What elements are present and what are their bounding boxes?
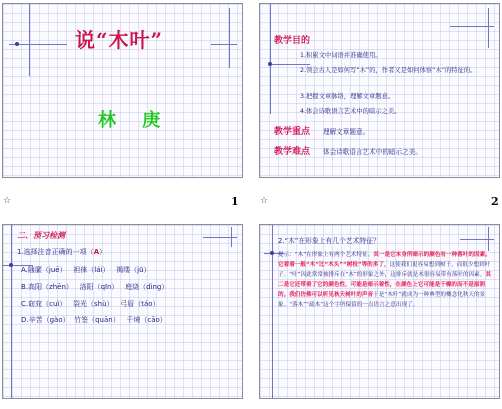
slide-2-number: 2 — [491, 195, 499, 208]
option-part: 褐缕（jū） — [116, 266, 151, 274]
decor-hline-right — [211, 44, 237, 45]
section-heading: 二、预习检测 — [17, 231, 65, 240]
goal-item: 4.体会诗歌语言艺术中的暗示之美。 — [300, 108, 401, 115]
decor-vline-right — [229, 8, 230, 68]
option-part: 袒徕（lái） — [73, 266, 110, 274]
difficulty-label: 教学难点 — [274, 147, 311, 157]
slide-2-star-icon: ☆ — [260, 196, 269, 206]
option-part: 竹签（quān） — [74, 316, 120, 324]
slide-1-star-icon: ☆ — [3, 196, 12, 206]
decor-dot — [15, 42, 19, 46]
focus-text: 理解文章题意。 — [323, 128, 370, 136]
decor-vline-right — [231, 227, 232, 247]
decor-dot — [268, 62, 272, 66]
focus-label: 教学重点 — [274, 127, 311, 137]
answer: A — [93, 248, 100, 256]
option-part: A.随縻（juē） — [21, 266, 67, 274]
option-d[interactable] — [21, 315, 167, 325]
hint-text: 提示：“木”在形象上有两个艺术特征。 — [278, 252, 374, 258]
goals-heading: 教学目的 — [274, 36, 311, 46]
decor-vline-right — [488, 227, 489, 251]
option-part: 弓眉（táo） — [120, 300, 160, 308]
slide-author: 林 庚 — [98, 110, 171, 131]
slide-title: 说“木叶” — [75, 28, 164, 52]
option-part: 洛阳（qīn） — [79, 283, 119, 291]
option-part: C.窈窕（cuì） — [21, 300, 67, 308]
decor-vline — [270, 4, 271, 114]
option-b[interactable] — [21, 282, 168, 292]
decor-dot — [9, 263, 13, 267]
difficulty-text: 体会诗歌语言艺术中的暗示之美。 — [323, 148, 422, 156]
decor-vline — [29, 4, 30, 76]
decor-vline-right — [488, 8, 489, 48]
option-part: 裂光（shù） — [73, 300, 114, 308]
slide-1[interactable] — [2, 3, 243, 178]
slide-2[interactable] — [259, 3, 500, 178]
option-c[interactable] — [21, 299, 160, 309]
hint-text: 于是“木叶”就成为一种典型的概念化秋天的景象。“落木”“疏木”这个字所保留的一点语言之意出现了。 — [278, 292, 486, 308]
decor-dot — [270, 251, 274, 255]
question-text: 2.“木”在形象上有几个艺术特征？ — [278, 237, 380, 245]
goal-item: 2.领会古人是如何写“木”的，作者又是如何体察“木”的特征的。 — [300, 67, 477, 74]
goal-item: 3.把握文章脉络，理解文章题意。 — [300, 93, 395, 100]
decor-vline — [11, 225, 12, 399]
option-part: B.高阳（zhēn） — [21, 283, 73, 291]
hint-highlight: 其一是它本身所暗示的颜色有一种落叶的因素。它看着一般“木”比“木头”“树枝”等的多了， — [278, 252, 491, 268]
question-end: ） — [99, 248, 107, 256]
option-part: 庭烧（dìng） — [125, 283, 169, 291]
slide-3[interactable] — [2, 224, 243, 399]
option-a[interactable] — [21, 265, 151, 275]
option-part: 千境（cāo） — [126, 316, 167, 324]
hint-paragraph — [278, 250, 492, 310]
hint-text: 这使我们更容易想到树干，而很少想到叶子。“叶”因此常常被排斥在“木”的形象之外，这排斥就是木很容易带有落叶的因素。 — [278, 262, 491, 278]
hint-highlight: 其二是它还带着了它的颜色性，可能是暗示着性，在颜色上它可能是干燥的而不是湿润的。我们仿佛可以听见秋天树叶的声音 — [278, 272, 491, 298]
slide-1-number: 1 — [231, 195, 239, 208]
slide-4[interactable] — [259, 224, 500, 399]
question-text — [17, 247, 106, 257]
goal-item: 1.积累文中词语并准确使用。 — [300, 52, 382, 59]
question-stem: 1.选择注音正确的一项（ — [17, 248, 94, 256]
option-part: D.辛苦（gào） — [21, 316, 70, 324]
